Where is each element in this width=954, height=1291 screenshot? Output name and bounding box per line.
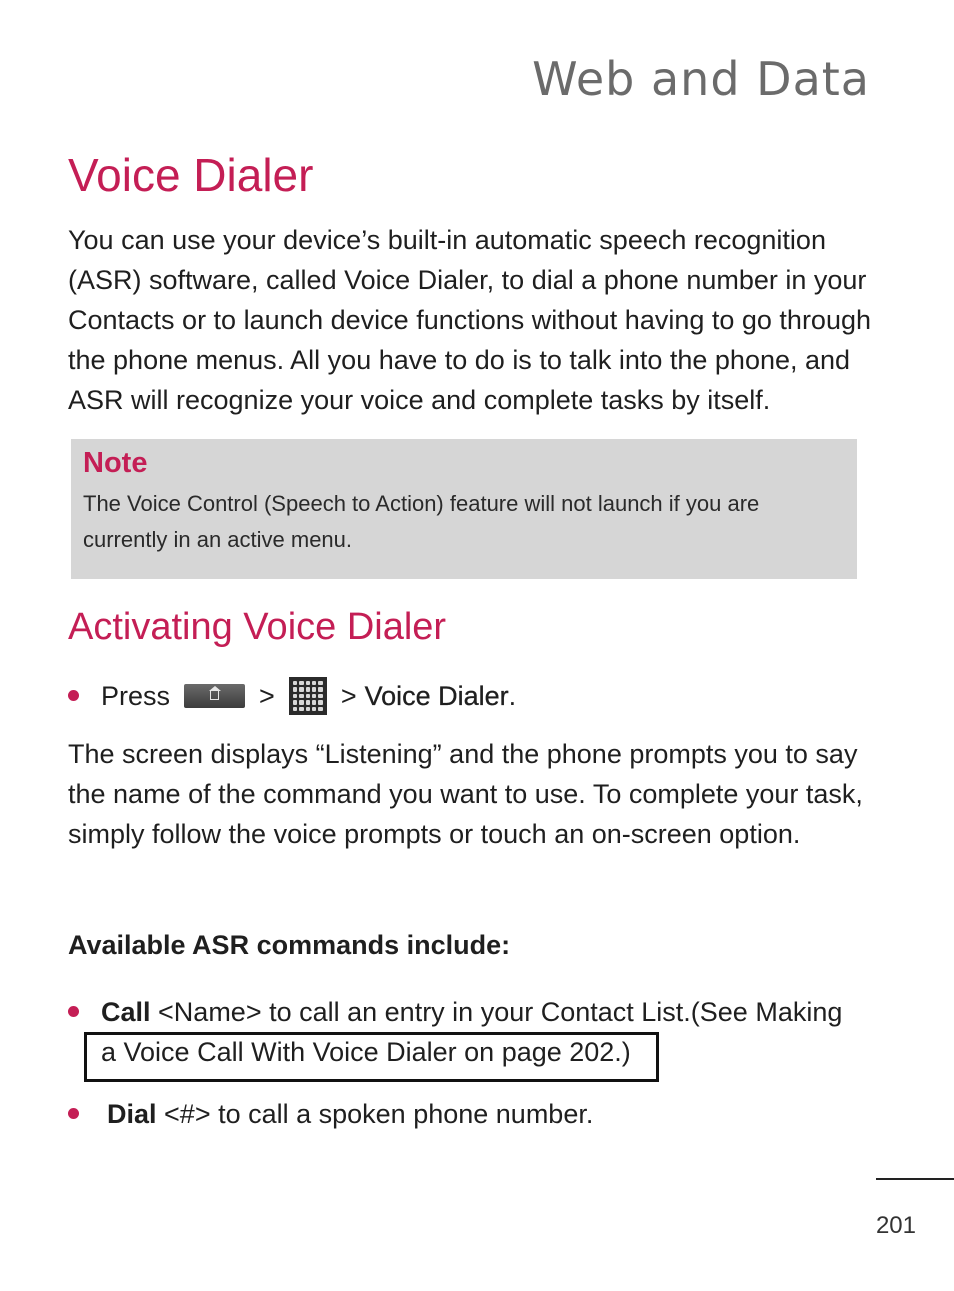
activating-section-title: Activating Voice Dialer	[68, 606, 447, 648]
note-text: The Voice Control (Speech to Action) feature will not launch if you are currently in an active menu.	[83, 491, 760, 552]
note-title: Note	[83, 447, 148, 479]
bullet-icon	[68, 1108, 79, 1119]
bullet-icon	[68, 1006, 79, 1017]
footer-rule	[876, 1178, 954, 1180]
intro-paragraph: You can use your device’s built-in automatic speech recognition (ASR) software, called Voice Dialer, to dial a phone number in your Contacts or to launch device functions without having to go through the phone menus. All you have to do is to talk into the phone, and ASR will recognize your voice and complete tasks by itself.	[68, 225, 871, 415]
step-separator: >	[340, 680, 357, 711]
step-target: Voice Dialer	[364, 680, 509, 711]
command-keyword: Dial	[107, 1099, 157, 1129]
command-call-line1	[101, 992, 842, 1032]
page-reference-link[interactable]: a Voice Call With Voice Dialer on page 202.)	[101, 1037, 631, 1067]
section-header: Web and Data	[532, 52, 870, 106]
page-number: 201	[875, 1212, 916, 1239]
command-keyword: Call	[101, 997, 151, 1027]
bullet-icon	[68, 690, 79, 701]
note-box	[71, 439, 857, 579]
activation-description: The screen displays “Listening” and the phone prompts you to say the name of the command you want to use. To complete your task, simply follow the voice prompts or touch an on-screen option.	[68, 739, 863, 849]
commands-heading: Available ASR commands include:	[68, 930, 511, 960]
activation-step	[101, 676, 516, 716]
step-separator: >	[259, 680, 275, 711]
step-suffix: .	[508, 680, 517, 711]
command-description: <#> to call a spoken phone number.	[156, 1099, 594, 1129]
command-dial-line	[107, 1094, 593, 1134]
home-key-icon	[184, 684, 245, 708]
page-title: Voice Dialer	[68, 149, 314, 201]
command-description: <Name> to call an entry in your Contact List.(See Making	[150, 997, 843, 1027]
step-prefix: Press	[101, 680, 171, 711]
apps-grid-icon	[289, 677, 327, 715]
